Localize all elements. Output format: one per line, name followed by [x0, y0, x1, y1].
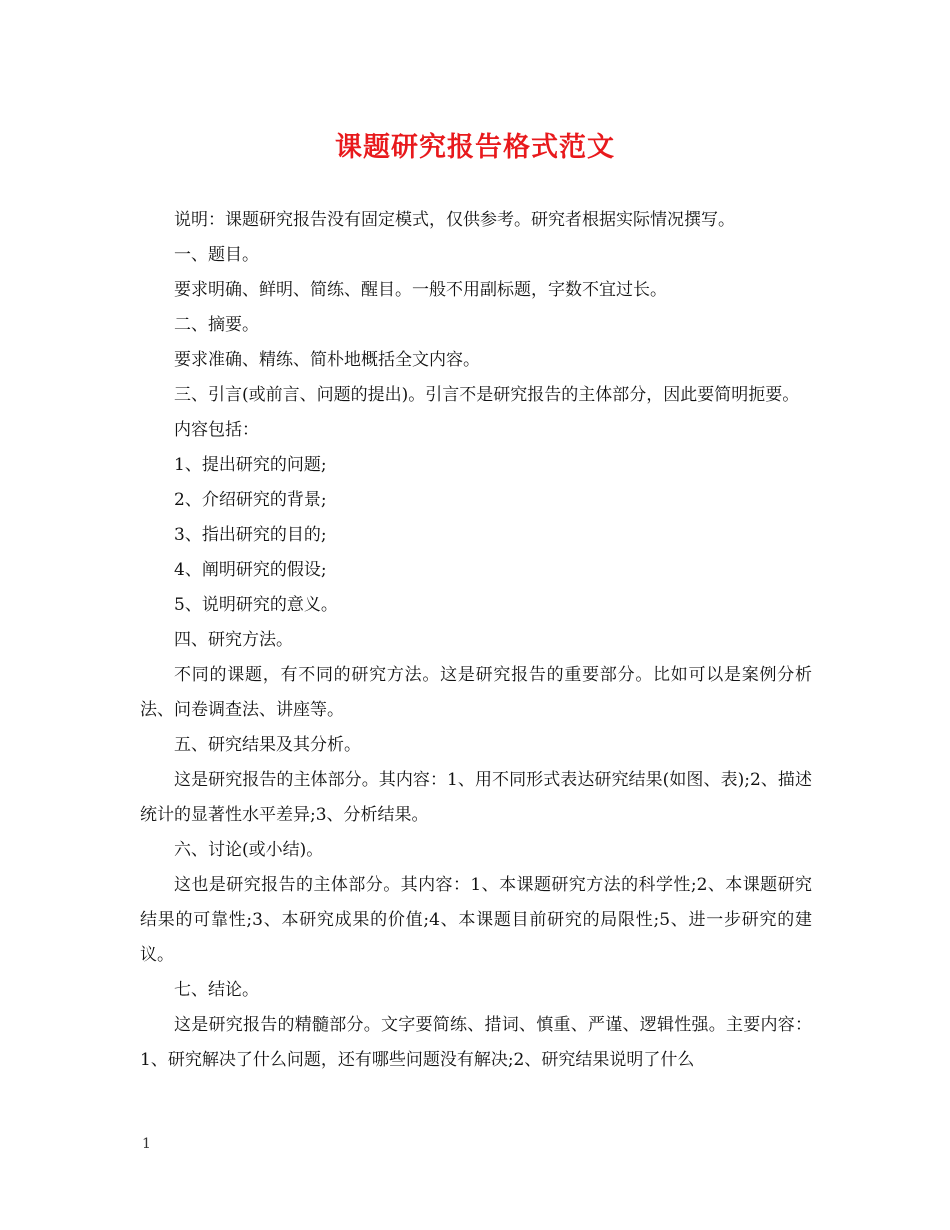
section-heading-abstract: 二、摘要。 [174, 315, 259, 335]
paragraph: 不同的课题，有不同的研究方法。这是研究报告的重要部分。比如可以是案例分析法、问卷调查法、讲座等。 [140, 665, 812, 720]
paragraph: 这是研究报告的精髓部分。文字要简练、措词、慎重、严谨、逻辑性强。主要内容：1、研究解决了什么问题，还有哪些问题没有解决;2、研究结果说明了什么 [140, 1015, 812, 1070]
section-heading-discussion: 六、讨论(或小结)。 [174, 840, 324, 860]
paragraph: 内容包括： [174, 420, 259, 440]
section-heading-title: 一、题目。 [174, 245, 259, 265]
section-heading-introduction: 三、引言(或前言、问题的提出)。引言不是研究报告的主体部分，因此要简明扼要。 [174, 385, 800, 405]
section-heading-methods: 四、研究方法。 [174, 630, 293, 650]
list-item: 3、指出研究的目的; [174, 525, 327, 545]
page-number: 1 [142, 1136, 151, 1152]
list-item: 1、提出研究的问题; [174, 455, 327, 475]
paragraph: 要求明确、鲜明、简练、醒目。一般不用副标题，字数不宜过长。 [174, 280, 667, 300]
list-item: 2、介绍研究的背景; [174, 490, 327, 510]
page-title: 课题研究报告格式范文 [335, 132, 615, 163]
paragraph: 要求准确、精练、简朴地概括全文内容。 [174, 350, 480, 370]
paragraph-note: 说明：课题研究报告没有固定模式，仅供参考。研究者根据实际情况撰写。 [174, 210, 735, 230]
list-item: 4、阐明研究的假设; [174, 560, 327, 580]
section-heading-results: 五、研究结果及其分析。 [174, 735, 361, 755]
section-heading-conclusion: 七、结论。 [174, 980, 259, 1000]
list-item: 5、说明研究的意义。 [174, 595, 338, 615]
paragraph: 这也是研究报告的主体部分。其内容：1、本课题研究方法的科学性;2、本课题研究结果的可靠性;3、本研究成果的价值;4、本课题目前研究的局限性;5、进一步研究的建议。 [140, 875, 812, 965]
document-body [140, 203, 812, 1078]
paragraph: 这是研究报告的主体部分。其内容：1、用不同形式表达研究结果(如图、表);2、描述统计的显著性水平差异;3、分析结果。 [140, 770, 812, 825]
